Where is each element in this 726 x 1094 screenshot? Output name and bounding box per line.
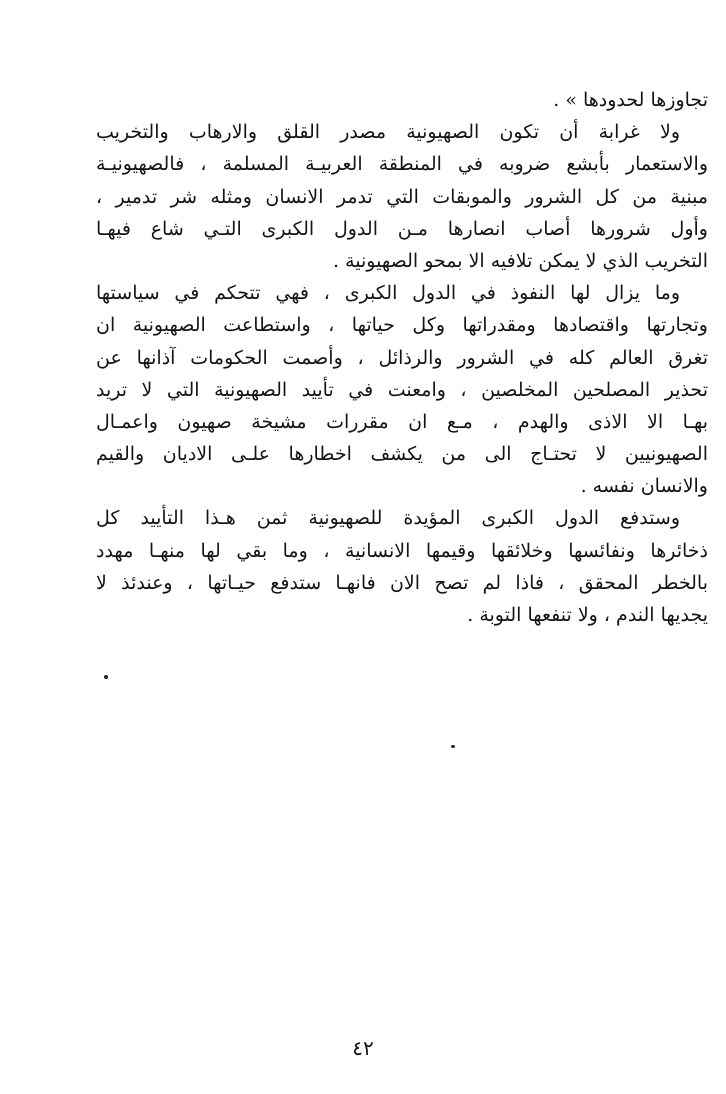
text-line: تحذير المصلحين المخلصين ، وامعنت في تأييد الصهيونية التي لا تريد xyxy=(96,378,708,401)
paragraph-price-of-support xyxy=(96,502,708,631)
text-line: الصهيونيين لا تحتـاج الى من يكشف اخطارها علـى الاديان والقيم xyxy=(96,443,708,466)
text-line: وأول شرورها أصاب انصارها مـن الدول الكبرى التـي شاع فيهـا xyxy=(96,217,708,240)
text-line: يجديها الندم ، ولا تنفعها التوبة . xyxy=(467,604,708,626)
text-line: مبنية من كل الشرور والموبقات التي تدمر الانسان ومثله شر تدمير ، xyxy=(96,185,708,208)
text-line: بالخطر المحقق ، فاذا لم تصح الان فانهـا ستدفع حيـاتها ، وعندئذ لا xyxy=(96,571,708,594)
text-line: بهـا الا الاذى والهدم ، مـع ان مقررات مشيخة صهيون واعمـال xyxy=(96,410,708,433)
paragraph-influence-on-great-powers xyxy=(96,277,708,502)
page-number: ٤٢ xyxy=(352,1036,374,1060)
text-line: ولا غرابة أن تكون الصهيونية مصدر القلق والارهاب والتخريب xyxy=(96,121,680,144)
print-speck xyxy=(451,745,455,748)
text-line: والانسان نفسه . xyxy=(580,475,708,498)
text-line: التخريب الذي لا يمكن تلافيه الا بمحو الصهيونية . xyxy=(333,249,708,272)
text-line: تغرق العالم كله في الشرور والرذائل ، وأصمت الحكومات آذانها عن xyxy=(96,346,708,369)
text-line: وتجارتها واقتصادها ومقدراتها وكل حياتها ، واستطاعت الصهيونية ان xyxy=(96,314,708,337)
paragraph-continuation xyxy=(96,84,708,116)
text-line: وما يزال لها النفوذ في الدول الكبرى ، فهي تتحكم في سياستها xyxy=(96,282,680,305)
body-text xyxy=(96,84,708,631)
paragraph-zionism-source-of-unrest xyxy=(96,116,708,277)
text-line: والاستعمار بأبشع ضروبه في المنطقة العربيـة المسلمة ، فالصهيونيـة xyxy=(96,153,708,176)
text-line: وستدفع الدول الكبرى المؤيدة للصهيونية ثمن هـذا التأييد كل xyxy=(96,507,680,530)
text-line: ذخائرها ونفائسها وخلائقها وقيمها الانسانية ، وما بقي لها منهـا مهدد xyxy=(96,539,708,562)
text-line: تجاوزها لحدودها » . xyxy=(553,89,708,111)
print-speck xyxy=(104,675,108,679)
